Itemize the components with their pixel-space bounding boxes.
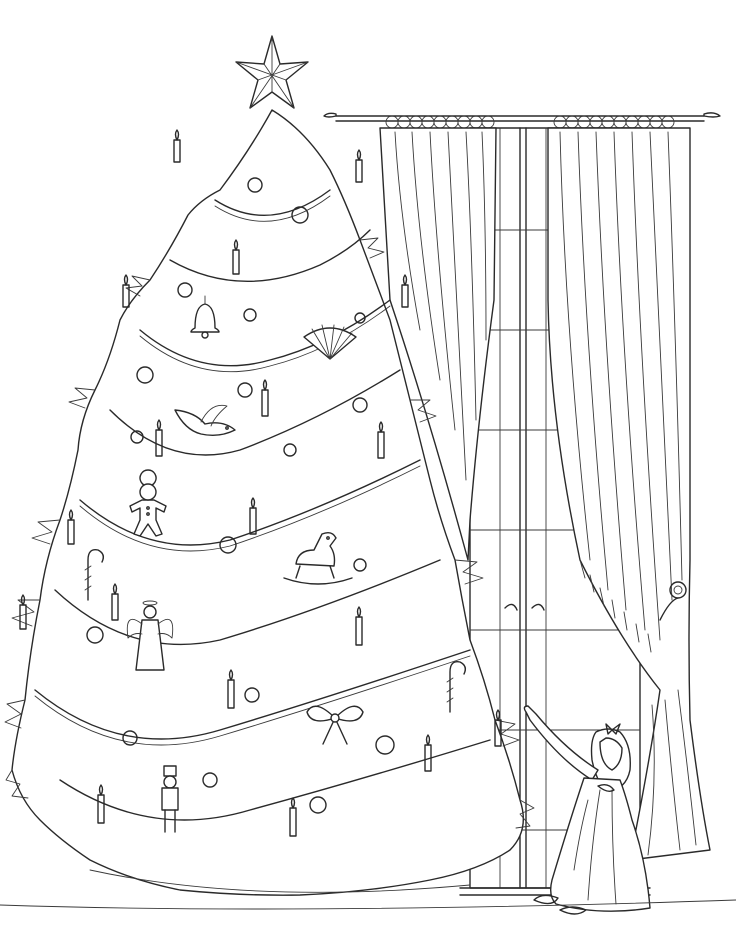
curtain-rod (324, 113, 720, 128)
kneeling-girl (524, 706, 650, 914)
tree-top-star-icon (236, 36, 308, 108)
